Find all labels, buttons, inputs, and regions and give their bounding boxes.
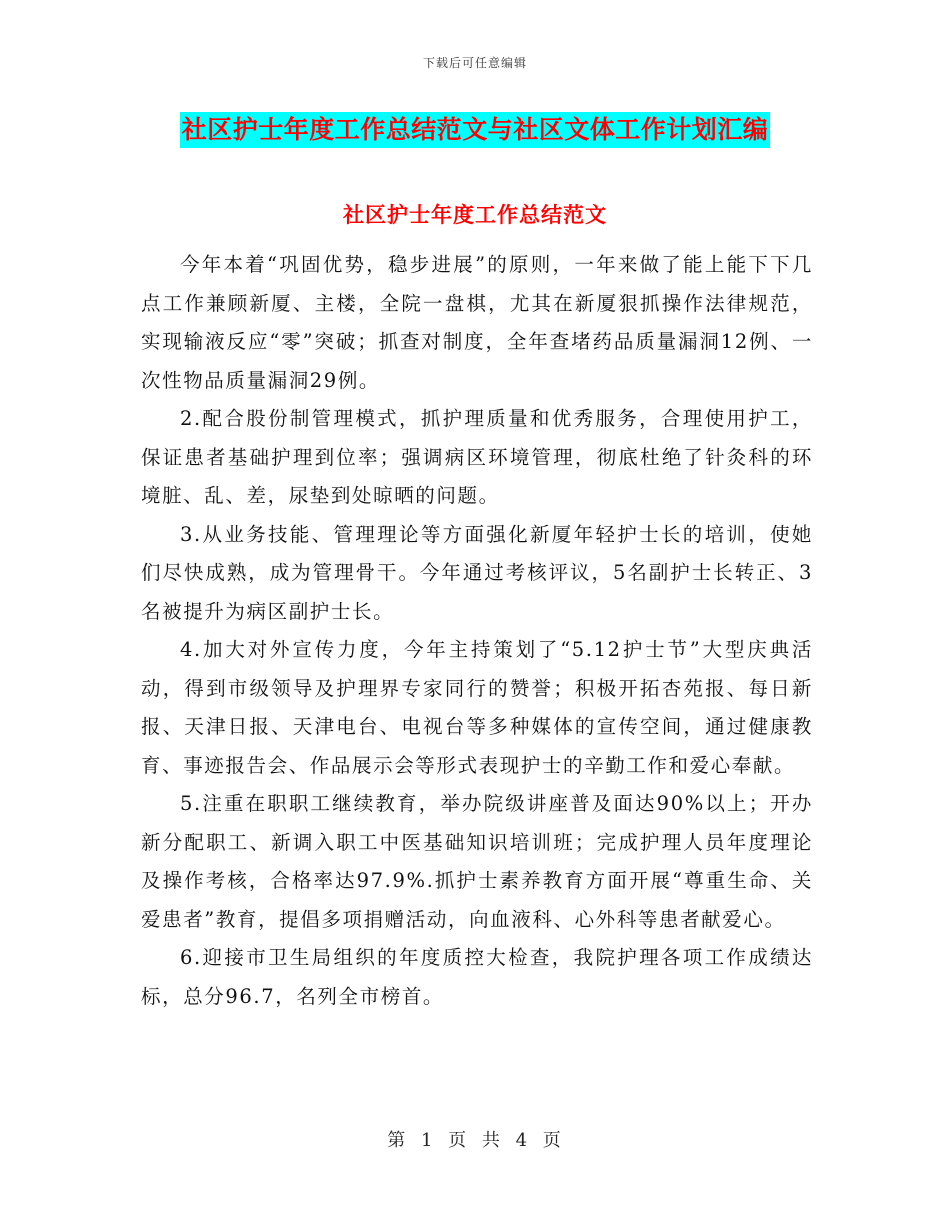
page-footer: 第 1 页 共 4 页 (387, 1130, 563, 1151)
main-title: 社区护士年度工作总结范文与社区文体工作计划汇编 (180, 112, 771, 148)
paragraph-item-4: 4.加大对外宣传力度，今年主持策划了“5.12护士节”大型庆典活动，得到市级领导及护理界专家同行的赞誉；积极开拓杏苑报、每日新报、天津日报、天津电台、电视台等多种媒体的宣传空间，通过健康教育、事迹报告会、作品展示会等形式表现护士的辛勤工作和爱心奉献。 (141, 638, 813, 777)
paragraph-item-6: 6.迎接市卫生局组织的年度质控大检查，我院护理各项工作成绩达标，总分96.7，名列全市榜首。 (141, 946, 813, 1008)
header-note: 下载后可任意编辑 (422, 56, 527, 70)
paragraph-item-2: 2.配合股份制管理模式，抓护理质量和优秀服务，合理使用护工，保证患者基础护理到位率；强调病区环境管理，彻底杜绝了针灸科的环境脏、乱、差，尿垫到处晾晒的问题。 (141, 407, 813, 507)
document-body (141, 246, 813, 1016)
paragraph-item-5: 5.注重在职职工继续教育，举办院级讲座普及面达90%以上；开办新分配职工、新调入职工中医基础知识培训班；完成护理人员年度理论及操作考核，合格率达97.9%.抓护士素养教育方面开展“尊重生命、关爱患者”教育，提倡多项捐赠活动，向血液科、心外科等患者献爱心。 (141, 792, 813, 931)
paragraph-item-3: 3.从业务技能、管理理论等方面强化新厦年轻护士长的培训，使她们尽快成熟，成为管理骨干。今年通过考核评议，5名副护士长转正、3名被提升为病区副护士长。 (141, 522, 813, 623)
section-title: 社区护士年度工作总结范文 (343, 202, 607, 227)
paragraph-intro: 今年本着“巩固优势，稳步进展”的原则，一年来做了能上能下下几点工作兼顾新厦、主楼，全院一盘棋，尤其在新厦狠抓操作法律规范，实现输液反应“零”突破；抓查对制度，全年查堵药品质量漏洞12例、一次性物品质量漏洞29例。 (141, 253, 813, 392)
main-title-wrap (0, 112, 950, 148)
